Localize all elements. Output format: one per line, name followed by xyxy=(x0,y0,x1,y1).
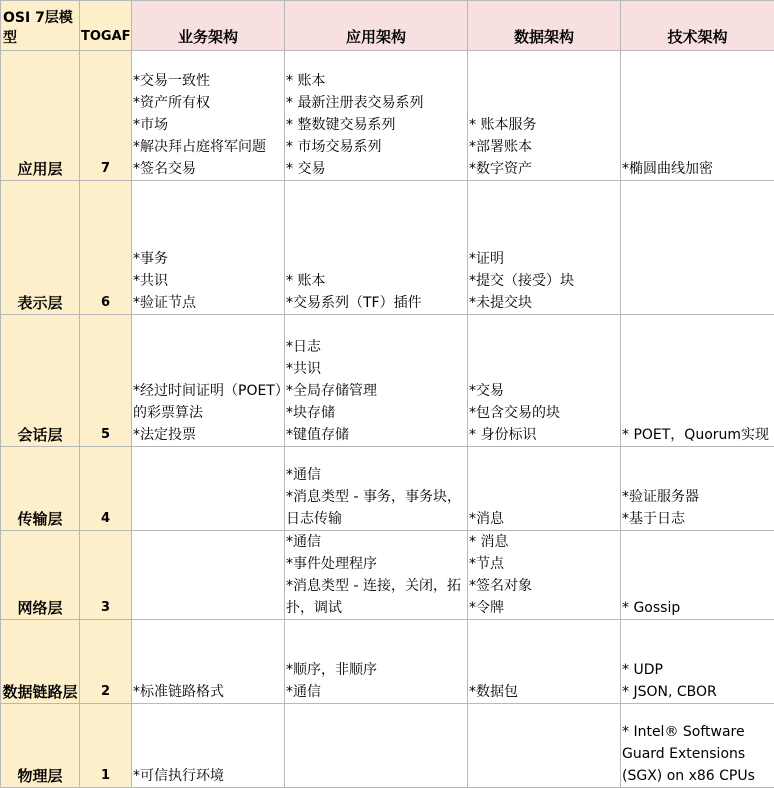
header-row xyxy=(1,1,774,51)
cell-line: *市场 xyxy=(133,114,283,136)
table-row xyxy=(1,315,774,447)
cell-line: *事件处理程序 xyxy=(286,553,466,575)
layer-name-cell: 网络层 xyxy=(1,531,80,620)
technology-cell xyxy=(621,181,774,315)
layer-name-cell: 应用层 xyxy=(1,51,80,181)
cell-line: *包含交易的块 xyxy=(469,402,619,424)
header-togaf: TOGAF xyxy=(80,1,132,51)
business-cell xyxy=(132,315,285,447)
layer-name-cell: 传输层 xyxy=(1,447,80,531)
table-row xyxy=(1,531,774,620)
data-cell xyxy=(468,51,621,181)
application-cell xyxy=(285,51,468,181)
technology-cell xyxy=(621,315,774,447)
cell-line: *基于日志 xyxy=(622,508,773,530)
layer-name-cell: 会话层 xyxy=(1,315,80,447)
togaf-number-cell: 1 xyxy=(80,704,132,788)
togaf-number-cell: 6 xyxy=(80,181,132,315)
data-cell xyxy=(468,620,621,704)
cell-line: * 账本 xyxy=(286,70,466,92)
cell-line: *交易系列（TF）插件 xyxy=(286,292,466,314)
application-cell xyxy=(285,620,468,704)
cell-line: *消息类型 - 事务，事务块，日志传输 xyxy=(286,486,466,530)
cell-line: * JSON, CBOR xyxy=(622,681,773,703)
layer-name-cell: 表示层 xyxy=(1,181,80,315)
cell-line: *资产所有权 xyxy=(133,92,283,114)
business-cell xyxy=(132,447,285,531)
application-cell xyxy=(285,181,468,315)
application-cell xyxy=(285,447,468,531)
cell-line: * 市场交易系列 xyxy=(286,136,466,158)
cell-line: *验证节点 xyxy=(133,292,283,314)
table-row xyxy=(1,620,774,704)
cell-line: * 消息 xyxy=(469,531,619,553)
business-cell xyxy=(132,51,285,181)
header-application-architecture: 应用架构 xyxy=(285,1,468,51)
cell-line: *签名对象 xyxy=(469,575,619,597)
cell-line: *全局存储管理 xyxy=(286,380,466,402)
table-row xyxy=(1,181,774,315)
header-business-architecture: 业务架构 xyxy=(132,1,285,51)
technology-cell xyxy=(621,51,774,181)
togaf-number-cell: 3 xyxy=(80,531,132,620)
cell-line: *事务 xyxy=(133,248,283,270)
header-osi-model: OSI 7层模型 xyxy=(1,1,80,51)
cell-line: *块存储 xyxy=(286,402,466,424)
cell-line: * 交易 xyxy=(286,158,466,180)
cell-line: *验证服务器 xyxy=(622,486,773,508)
application-cell xyxy=(285,315,468,447)
cell-line: *令牌 xyxy=(469,597,619,619)
cell-line: * Gossip xyxy=(622,597,773,619)
cell-line: *可信执行环境 xyxy=(133,765,283,787)
technology-cell xyxy=(621,704,774,788)
cell-line: *证明 xyxy=(469,248,619,270)
togaf-number-cell: 7 xyxy=(80,51,132,181)
data-cell xyxy=(468,704,621,788)
cell-line: *消息类型 - 连接，关闭，拓扑，调试 xyxy=(286,575,466,619)
data-cell xyxy=(468,181,621,315)
cell-line: *顺序，非顺序 xyxy=(286,659,466,681)
cell-line: *键值存储 xyxy=(286,424,466,446)
cell-line: * UDP xyxy=(622,659,773,681)
togaf-number-cell: 4 xyxy=(80,447,132,531)
cell-line: *数字资产 xyxy=(469,158,619,180)
business-cell xyxy=(132,531,285,620)
cell-line: *通信 xyxy=(286,681,466,703)
cell-line: *法定投票 xyxy=(133,424,283,446)
cell-line: *节点 xyxy=(469,553,619,575)
technology-cell xyxy=(621,620,774,704)
cell-line: *通信 xyxy=(286,531,466,553)
cell-line: * 身份标识 xyxy=(469,424,619,446)
cell-line: *签名交易 xyxy=(133,158,283,180)
technology-cell xyxy=(621,447,774,531)
data-cell xyxy=(468,315,621,447)
cell-line: *共识 xyxy=(286,358,466,380)
application-cell xyxy=(285,531,468,620)
header-technology-architecture: 技术架构 xyxy=(621,1,774,51)
cell-line: * 账本服务 xyxy=(469,114,619,136)
cell-line: *经过时间证明（POET）的彩票算法 xyxy=(133,380,283,424)
cell-line: *通信 xyxy=(286,464,466,486)
cell-line: *提交（接受）块 xyxy=(469,270,619,292)
cell-line: * Intel® Software Guard Extensions (SGX) on x86 CPUs xyxy=(622,721,773,787)
table-row xyxy=(1,704,774,788)
cell-line: *未提交块 xyxy=(469,292,619,314)
cell-line: *交易 xyxy=(469,380,619,402)
cell-line: * 最新注册表交易系列 xyxy=(286,92,466,114)
table-row xyxy=(1,447,774,531)
header-data-architecture: 数据架构 xyxy=(468,1,621,51)
technology-cell xyxy=(621,531,774,620)
data-cell xyxy=(468,531,621,620)
layer-name-cell: 数据链路层 xyxy=(1,620,80,704)
cell-line: *部署账本 xyxy=(469,136,619,158)
cell-line: *椭圆曲线加密 xyxy=(622,158,773,180)
application-cell xyxy=(285,704,468,788)
business-cell xyxy=(132,620,285,704)
togaf-number-cell: 2 xyxy=(80,620,132,704)
cell-line: * 整数键交易系列 xyxy=(286,114,466,136)
cell-line: *标准链路格式 xyxy=(133,681,283,703)
cell-line: *日志 xyxy=(286,336,466,358)
cell-line: *解决拜占庭将军问题 xyxy=(133,136,283,158)
cell-line: *数据包 xyxy=(469,681,619,703)
layer-name-cell: 物理层 xyxy=(1,704,80,788)
togaf-number-cell: 5 xyxy=(80,315,132,447)
cell-line: *交易一致性 xyxy=(133,70,283,92)
cell-line: *共识 xyxy=(133,270,283,292)
table-row xyxy=(1,51,774,181)
cell-line: * 账本 xyxy=(286,270,466,292)
business-cell xyxy=(132,704,285,788)
cell-line: *消息 xyxy=(469,508,619,530)
cell-line: * POET，Quorum实现 xyxy=(622,424,773,446)
data-cell xyxy=(468,447,621,531)
business-cell xyxy=(132,181,285,315)
